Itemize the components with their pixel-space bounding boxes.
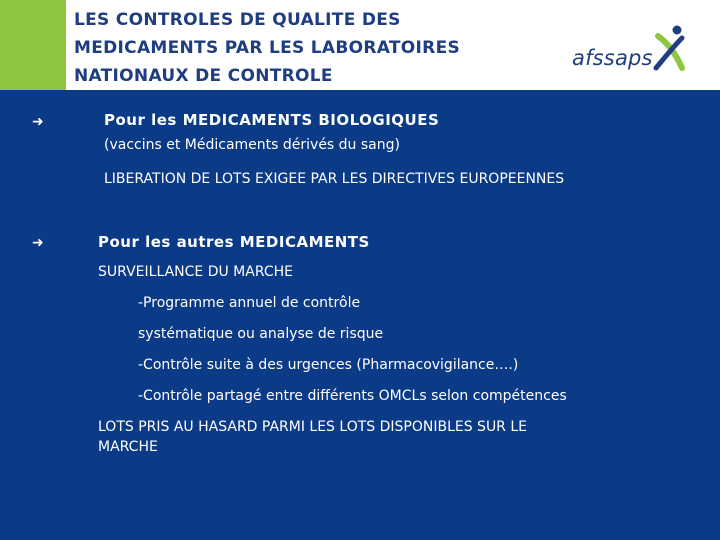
logo-text: afssaps (572, 46, 653, 70)
title-line-2: MEDICAMENTS PAR LES LABORATOIRES (74, 38, 461, 58)
section2-subheading: SURVEILLANCE DU MARCHE (98, 264, 294, 280)
title-line-3: NATIONAUX DE CONTROLE (74, 66, 333, 86)
list-item: -Programme annuel de contrôle (138, 295, 361, 311)
header (0, 0, 720, 90)
list-item: -Contrôle partagé entre différents OMCLs selon compétences (138, 388, 567, 404)
afssaps-logo (572, 24, 692, 82)
arrow-right-icon: ➜ (32, 235, 44, 251)
section1-subheading: (vaccins et Médicaments dérivés du sang) (104, 137, 400, 153)
section1-heading: Pour les MEDICAMENTS BIOLOGIQUES (104, 111, 440, 129)
logo-figure-icon (652, 24, 688, 74)
slide-title (74, 6, 554, 90)
list-item: systématique ou analyse de risque (138, 326, 384, 342)
closing-line-2: MARCHE (98, 439, 158, 455)
section1-statement: LIBERATION DE LOTS EXIGEE PAR LES DIRECTIVES EUROPEENNES (104, 171, 565, 187)
green-accent-bar (0, 0, 66, 90)
title-line-1: LES CONTROLES DE QUALITE DES (74, 10, 401, 30)
section2-heading: Pour les autres MEDICAMENTS (98, 233, 370, 251)
arrow-right-icon: ➜ (32, 114, 44, 130)
list-item: -Contrôle suite à des urgences (Pharmacovigilance….) (138, 357, 519, 373)
closing-line-1: LOTS PRIS AU HASARD PARMI LES LOTS DISPONIBLES SUR LE (98, 419, 528, 435)
